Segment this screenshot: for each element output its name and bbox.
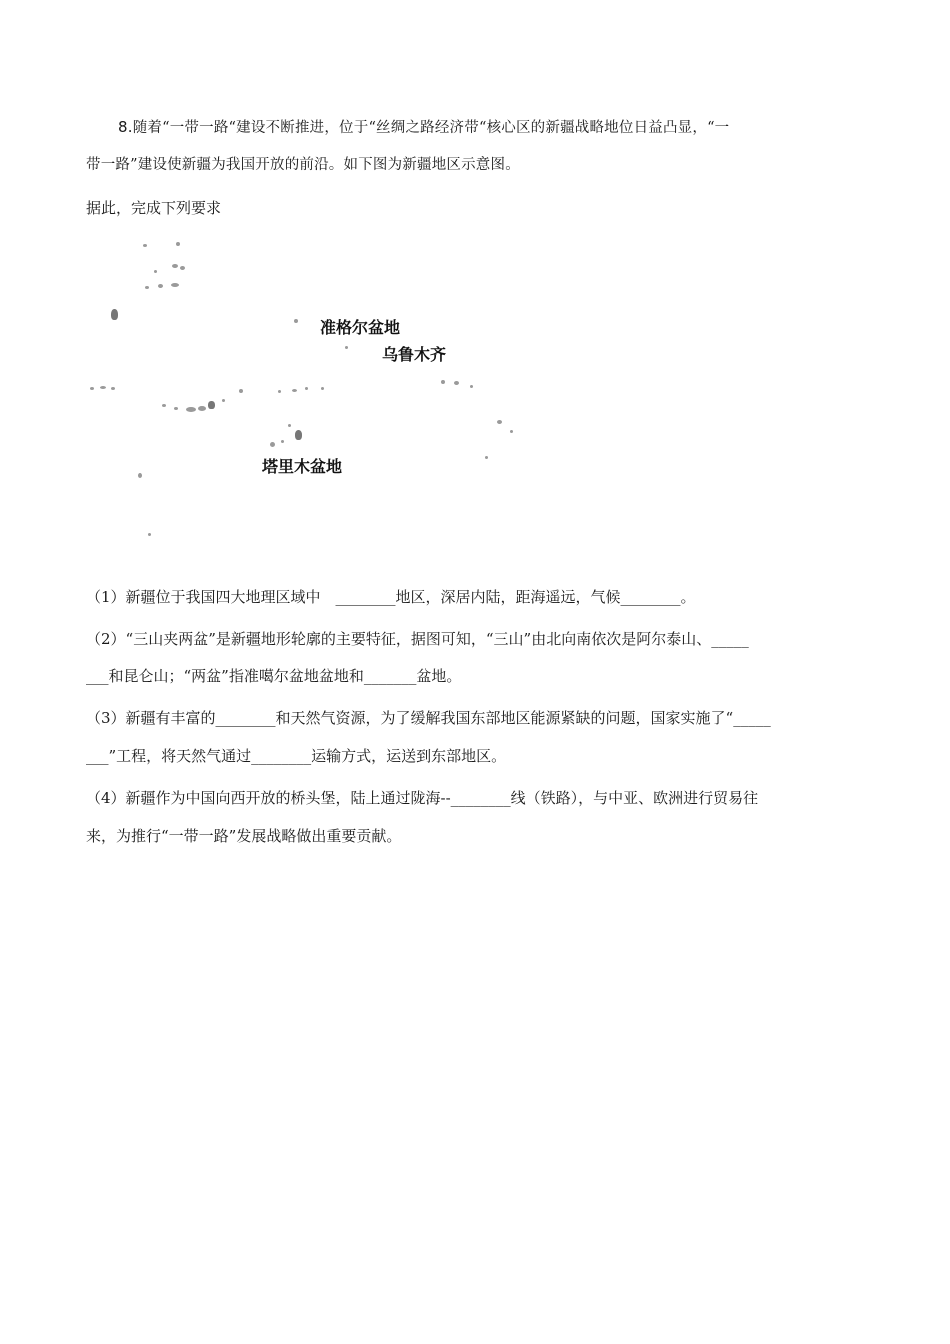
map-dot — [145, 286, 149, 289]
map-dot — [111, 387, 115, 390]
map-dot — [180, 266, 185, 270]
map-dot — [281, 440, 284, 443]
map-label-junggar-basin: 准格尔盆地 — [320, 318, 401, 337]
map-dot — [294, 319, 298, 323]
subquestion-4-line1: （4）新疆作为中国向西开放的桥头堡，陆上通过陇海--________线（铁路），与中亚、欧洲进行贸易往 — [86, 789, 759, 807]
map-dot — [158, 284, 163, 288]
map-dot — [222, 399, 225, 402]
map-dot — [172, 264, 178, 268]
map-dot — [100, 386, 106, 389]
map-dot — [510, 430, 513, 433]
instruction-text: 据此，完成下列要求 — [86, 199, 222, 217]
map-dot — [270, 442, 275, 447]
question-intro-text: 随着“一带一路“建设不断推进，位于“丝绸之路经济带“核心区的新疆战略地位日益凸显，“一 — [132, 120, 730, 136]
question-intro-line1 — [118, 116, 729, 139]
subquestion-1-line1: （1）新疆位于我国四大地理区域中 ________地区，深居内陆，距海遥远，气候________。 — [86, 588, 696, 606]
map-label-tarim-basin: 塔里木盆地 — [262, 457, 343, 476]
map-dot — [90, 387, 94, 390]
map-dot — [143, 244, 147, 247]
map-dot — [321, 387, 324, 390]
question-intro-line2: 带一路”建设使新疆为我国开放的前沿。如下图为新疆地区示意图。 — [86, 157, 520, 173]
map-dot — [154, 270, 157, 273]
map-dot — [176, 242, 180, 246]
map-dot — [148, 533, 151, 536]
question-number: 8. — [118, 118, 133, 136]
map-dot — [162, 404, 166, 407]
map-blob — [111, 309, 118, 320]
map-dot — [292, 389, 297, 392]
subquestion-3-line1: （3）新疆有丰富的________和天然气资源，为了缓解我国东部地区能源紧缺的问题，国家实施了“_____ — [86, 709, 771, 727]
subquestion-4-line2: 来，为推行“一带一路”发展战略做出重要贡献。 — [86, 827, 402, 845]
map-dot — [171, 283, 179, 287]
map-dot — [470, 385, 473, 388]
map-dot — [174, 407, 178, 410]
subquestion-3-line2: ___”工程，将天然气通过________运输方式，运送到东部地区。 — [86, 747, 507, 765]
map-dot — [441, 380, 445, 384]
map-dot — [288, 424, 291, 427]
map-dot — [198, 406, 206, 411]
map-label-urumqi: 乌鲁木齐 — [382, 345, 447, 364]
map-dot — [186, 407, 196, 412]
map-dot — [278, 390, 281, 393]
map-blob — [295, 430, 302, 440]
map-dot — [485, 456, 488, 459]
map-dot — [138, 473, 142, 478]
subquestion-2-line2: ___和昆仑山；“两盆”指准噶尔盆地盆地和_______盆地。 — [86, 667, 462, 685]
map-dot — [454, 381, 459, 385]
map-blob — [208, 401, 215, 409]
xinjiang-map — [85, 230, 535, 550]
map-dot — [345, 346, 348, 349]
map-dot — [305, 387, 308, 390]
subquestion-2-line1: （2）“三山夹两盆”是新疆地形轮廓的主要特征，据图可知，“三山”由北向南依次是阿尔泰山、_____ — [86, 630, 749, 648]
map-dot — [497, 420, 502, 424]
map-dot — [239, 389, 243, 393]
